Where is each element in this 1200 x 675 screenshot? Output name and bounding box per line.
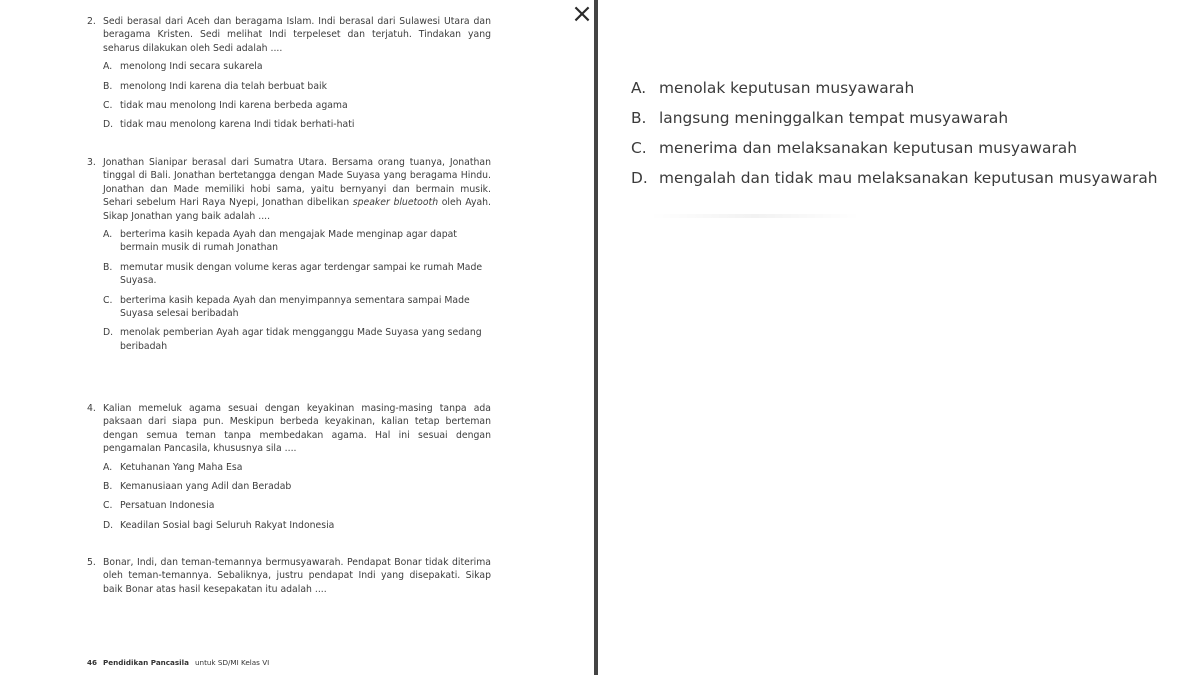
option-letter: B. <box>103 261 113 273</box>
option-letter: B. <box>103 481 113 493</box>
option-letter: D. <box>103 519 114 531</box>
answer-option-d <box>631 166 1158 196</box>
left-page <box>0 0 590 675</box>
question-stem <box>87 156 491 223</box>
option-text: menolak pemberian Ayah agar tidak mengganggu Made Suyasa yang sedang beribadah <box>120 327 482 352</box>
question-text: Kalian memeluk agama sesuai dengan keyakinan masing-masing tanpa ada paksaan dari siapa pun. Meskipun berbeda keyakinan, kalian tetap berteman dengan semua teman tanpa membedakan agama. Hal ini sesuai dengan pengamalan Pancasila, khususnya sila .... <box>103 403 491 455</box>
option-letter: D. <box>631 169 648 187</box>
option-letter: D. <box>103 327 114 339</box>
option-text: tidak mau menolong Indi karena berbeda agama <box>120 100 348 112</box>
answer-option-c <box>631 136 1158 166</box>
question-number: 4. <box>87 403 96 414</box>
question-text: Sedi berasal dari Aceh dan beragama Islam. Indi berasal dari Sulawesi Utara dan beragama Kristen. Sedi melihat Indi terpeleset dan terjatuh. Tindakan yang seharus dilakukan oleh Sedi adalah .... <box>103 16 491 54</box>
option-c <box>103 99 491 112</box>
book-title: Pendidikan Pancasila <box>103 658 189 667</box>
option-text: menolong Indi secara sukarela <box>120 61 263 73</box>
option-a <box>103 461 491 474</box>
option-b <box>103 80 491 93</box>
book-subtitle: untuk SD/MI Kelas VI <box>194 658 270 667</box>
option-d <box>103 519 491 532</box>
option-a <box>103 228 491 255</box>
option-text: menolong Indi karena dia telah berbuat baik <box>120 80 327 92</box>
option-text: Kemanusiaan yang Adil dan Beradab <box>120 481 292 493</box>
option-text: mengalah dan tidak mau melaksanakan keputusan musyawarah <box>659 169 1158 187</box>
question-5 <box>87 556 491 596</box>
option-letter: A. <box>103 61 113 73</box>
divider <box>594 0 598 675</box>
question-text: Bonar, Indi, dan teman-temannya bermusyawarah. Pendapat Bonar tidak diterima oleh teman-temannya. Sebaliknya, justru pendapat Indi yang disepakati. Sikap baik Bonar atas hasil kesepakatan itu adalah .... <box>103 557 491 595</box>
option-text: berterima kasih kepada Ayah dan menyimpannya sementara sampai Made Suyasa selesai beribadah <box>120 294 470 320</box>
option-letter: C. <box>631 139 647 157</box>
question-3 <box>87 156 491 359</box>
option-letter: A. <box>103 461 113 473</box>
option-b <box>103 261 491 288</box>
option-letter: C. <box>103 100 113 112</box>
answer-option-a <box>631 76 1158 106</box>
question-number: 5. <box>87 557 96 568</box>
faint-line <box>650 214 860 218</box>
question-text <box>103 156 491 223</box>
option-text: Ketuhanan Yang Maha Esa <box>120 461 243 473</box>
question-2 <box>87 15 491 138</box>
option-letter: C. <box>103 500 113 512</box>
page-footer <box>87 658 269 667</box>
question-stem <box>87 15 491 55</box>
page-number: 46 <box>87 658 98 667</box>
option-text: memutar musik dengan volume keras agar terdengar sampai ke rumah Made Suyasa. <box>120 261 483 287</box>
option-c <box>103 294 491 321</box>
option-b <box>103 480 491 493</box>
option-text: langsung meninggalkan tempat musyawarah <box>659 109 1009 127</box>
option-letter: D. <box>103 119 114 131</box>
option-text: Keadilan Sosial bagi Seluruh Rakyat Indonesia <box>120 519 335 531</box>
question-stem <box>87 402 491 456</box>
option-c <box>103 499 491 512</box>
option-text: menerima dan melaksanakan keputusan musyawarah <box>659 139 1077 157</box>
option-d <box>103 118 491 131</box>
option-letter: B. <box>103 80 113 92</box>
option-a <box>103 60 491 73</box>
stem-italic: speaker bluetooth <box>352 197 439 209</box>
option-letter: B. <box>631 109 647 127</box>
stem-part: oleh Ayah. Sikap Jonathan yang baik adalah .... <box>103 197 491 222</box>
question-stem <box>87 556 491 596</box>
option-letter: A. <box>631 79 647 97</box>
option-text: menolak keputusan musyawarah <box>659 79 915 97</box>
question-number: 2. <box>87 16 96 27</box>
question-4 <box>87 402 491 538</box>
option-letter: C. <box>103 294 113 306</box>
option-letter: A. <box>103 229 113 241</box>
answer-options <box>631 76 1158 196</box>
option-text: berterima kasih kepada Ayah dan mengajak Made menginap agar dapat bermain musik di rumah Jonathan <box>120 229 457 254</box>
close-icon[interactable]: × <box>571 0 593 29</box>
option-text: tidak mau menolong karena Indi tidak berhati-hati <box>120 119 355 131</box>
option-d <box>103 326 491 353</box>
option-text: Persatuan Indonesia <box>120 500 215 512</box>
answer-option-b <box>631 106 1158 136</box>
stem-part: Jonathan Sianipar berasal dari Sumatra Utara. Bersama orang tuanya, Jonathan tinggal di Bali. Jonathan bertetangga dengan Made Suyasa yang beragama Hindu. Jonathan dan Made memiliki hobi sama, yaitu bernyanyi dan bermain musik. Sehari sebelum Hari Raya Nyepi, Jonathan dibelikan <box>103 157 491 209</box>
question-number: 3. <box>87 157 96 168</box>
